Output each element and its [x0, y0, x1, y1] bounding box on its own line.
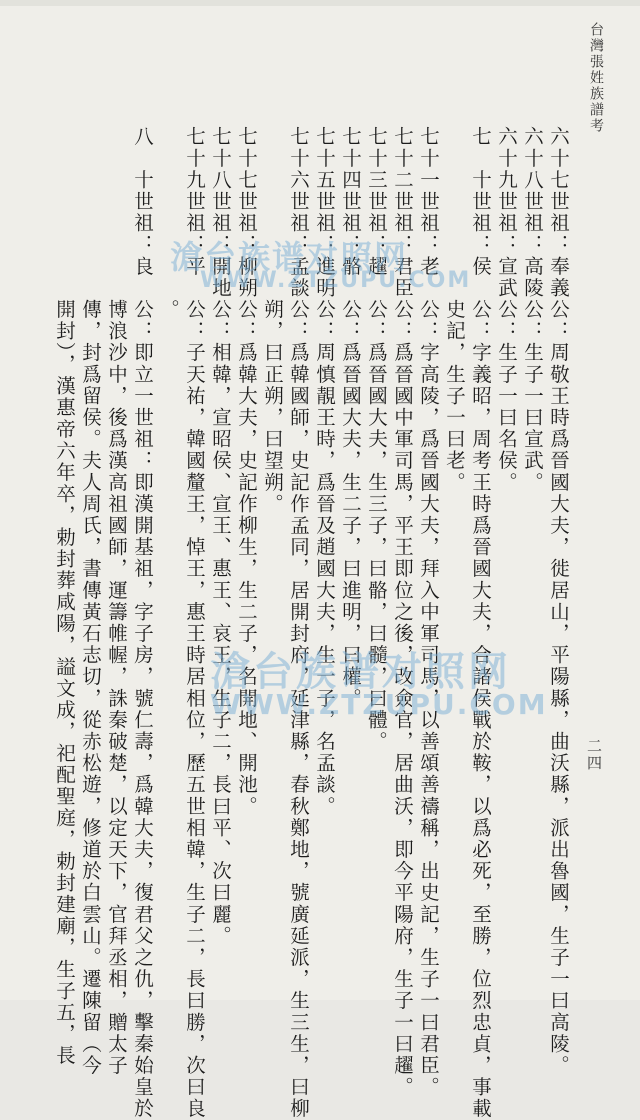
genealogy-column: 六十七世祖：奉義公：周敬王時爲晉國大夫，徙居山，平陽縣，曲沃縣，派出魯國，生子一曰高陵。 — [547, 126, 570, 1077]
genealogy-column: 七十七世祖：柳朔公：爲韓大夫，史記作柳生，生二子，名開地、開池。 — [235, 126, 258, 818]
genealogy-column: 七十八世祖：開地公：相韓，宣昭侯、宣王、惠王、哀王，生子二，長曰平、次曰麗。 — [209, 126, 232, 947]
genealogy-column: 七十九世祖：平 公：子天祐，韓國釐王，悼王，惠王時居相位，歷五世相韓，生子二，長曰勝，次曰良 — [183, 126, 206, 1120]
genealogy-column: 朔，曰正朔，曰望朔。 — [261, 126, 284, 515]
watermark-text: 滄台族谱对照网 — [170, 238, 409, 276]
page-edge — [0, 0, 640, 6]
genealogy-column: 七十四世祖：骼 公：爲晉國大夫，生二子，曰進明，曰權。 — [339, 126, 362, 710]
genealogy-column: 博浪沙中，後爲漢高祖國師，運籌帷幄，誅秦破楚，以定天下，官拜丞相，贈太子 — [105, 126, 128, 1077]
genealogy-column: 七十三世祖：趯 公：爲晉國大夫，生三子，曰骼，曰髓，曰體。 — [365, 126, 388, 753]
genealogy-column: 八 十世祖：良 公：即立一世祖：即漢開基祖，字子房，號仁壽，爲韓大夫，復君父之仇，擊秦始皇於 — [131, 126, 154, 1120]
genealogy-column: 。 — [157, 126, 180, 321]
genealogy-column: 開封），漢惠帝六年卒，勅封葬咸陽，謚文成，祀配聖庭，勅封建廟，生子五，長 — [53, 126, 76, 1067]
book-title: 台灣張姓族譜考 — [588, 22, 604, 134]
genealogy-column: 七十五世祖：進明公：周慎靚王時，爲晉及趙國大夫，生一子，名孟談。 — [313, 126, 336, 818]
watermark-url: WWW.ZTZUPU.COM — [210, 688, 548, 721]
genealogy-column: 六十九世祖：宣武公：生子一曰名侯。 — [495, 126, 518, 494]
watermark-url: WWW.ZTZUPU.COM — [200, 268, 472, 293]
watermark-text: 滄台族谱对照网 — [210, 649, 511, 695]
genealogy-column: 史記，生子一曰老。 — [443, 126, 466, 494]
genealogy-column: 七 十世祖：侯 公：字義昭，周考王時爲晉國大夫，合諸侯戰於鞍，以爲必死，至勝，位烈忠貞，事載 — [469, 126, 492, 1120]
genealogy-column: 七十二世祖：君臣公：爲晉國中軍司馬，平王即位之後，改僉官，居曲沃，即今平陽府，生子一曰趯。 — [391, 126, 414, 1098]
page-number: 二四 — [585, 738, 603, 772]
genealogy-column: 七十六世祖：孟談公：爲韓國師，史記作孟同，居開封府，延津縣，春秋鄭地，號廣延派，生三生，曰柳 — [287, 126, 310, 1120]
genealogy-column: 七十一世祖：老 公：字高陵，爲晉國大夫，拜入中軍司馬，以善頌善禱稱，出史記，生子一曰君臣。 — [417, 126, 440, 1098]
genealogy-column: 傳，封爲留侯。夫人周氏，書傳黃石志切，從赤松遊，修道於白雲山。遷陳留（今 — [79, 126, 102, 1077]
genealogy-column: 六十八世祖：高陵公：生子一曰宣武。 — [521, 126, 544, 494]
